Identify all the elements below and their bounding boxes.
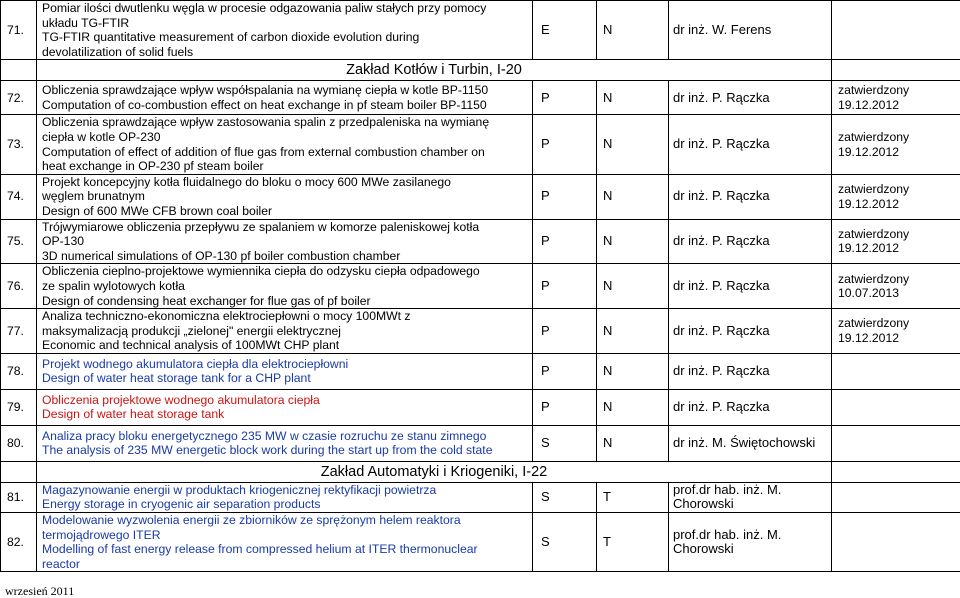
- topic-title-line: reactor: [42, 556, 80, 571]
- supervisor-name: dr inż. P. Rączka: [669, 219, 832, 264]
- department-row-num-cell: [1, 461, 37, 482]
- thesis-kind-code: N: [597, 353, 669, 389]
- approval-status: [832, 353, 960, 389]
- approval-date: 10.07.2013: [838, 286, 899, 301]
- thesis-type-code: S: [533, 482, 597, 512]
- supervisor-name: dr inż. P. Rączka: [669, 174, 832, 219]
- approval-date: 19.12.2012: [838, 196, 899, 211]
- thesis-type-code: E: [533, 1, 597, 60]
- department-row: [1, 60, 960, 81]
- topic-title-line: Obliczenia sprawdzające wpływ zastosowania spalin z przedpaleniska na wymianę: [42, 115, 490, 130]
- supervisor-name: dr inż. P. Rączka: [669, 115, 832, 174]
- supervisor-name: dr inż. M. Świętochowski: [669, 425, 832, 461]
- approval-status: [832, 425, 960, 461]
- topic-title-line: Modelowanie wyzwolenia energii ze zbiorników ze sprężonym helem reaktora: [42, 513, 461, 528]
- thesis-type-code: P: [533, 353, 597, 389]
- approval-date: 19.12.2012: [838, 241, 899, 256]
- supervisor-name: prof.dr hab. inż. M. Chorowski: [669, 513, 832, 572]
- topic-title: [37, 353, 533, 389]
- table-row: [1, 389, 960, 425]
- topic-title-line: Projekt koncepcyjny kotła fluidalnego do bloku o mocy 600 MWe zasilanego: [42, 174, 451, 189]
- topic-title-line: Magazynowanie energii w produktach kriogenicznej rektyfikacji powietrza: [42, 482, 437, 497]
- topic-title-line: Energy storage in cryogenic air separation products: [42, 497, 321, 512]
- topic-title: [37, 174, 533, 219]
- thesis-kind-code: N: [597, 219, 669, 264]
- thesis-type-code: P: [533, 309, 597, 354]
- approval-status: [832, 81, 960, 115]
- thesis-kind-code: N: [597, 264, 669, 309]
- approval-status: [832, 219, 960, 264]
- table-row: [1, 264, 960, 309]
- table-row: [1, 482, 960, 512]
- thesis-kind-code: N: [597, 81, 669, 115]
- row-number: 73.: [1, 115, 37, 174]
- thesis-type-code: S: [533, 513, 597, 572]
- approval-label: zatwierdzony: [838, 271, 910, 286]
- topic-title-line: OP-130: [42, 234, 85, 249]
- topic-title-line: Obliczenia cieplno-projektowe wymiennika ciepła do odzysku ciepła odpadowego: [42, 264, 480, 279]
- row-number: 71.: [1, 1, 37, 60]
- thesis-type-code: S: [533, 425, 597, 461]
- topic-title-line: węglem brunatnym: [42, 189, 145, 204]
- topic-title: [37, 81, 533, 115]
- topic-title-line: Design of 600 MWe CFB brown coal boiler: [42, 203, 273, 218]
- supervisor-name: dr inż. P. Rączka: [669, 81, 832, 115]
- approval-status: [832, 174, 960, 219]
- table-row: [1, 174, 960, 219]
- thesis-type-code: P: [533, 219, 597, 264]
- supervisor-name: dr inż. P. Rączka: [669, 389, 832, 425]
- department-heading: Zakład Automatyki i Kriogeniki, I-22: [320, 463, 548, 480]
- supervisor-name: dr inż. P. Rączka: [669, 353, 832, 389]
- table-row: [1, 219, 960, 264]
- supervisor-name: dr inż. P. Rączka: [669, 264, 832, 309]
- approval-label: zatwierdzony: [838, 182, 910, 197]
- approval-status: [832, 513, 960, 572]
- topic-title-line: devolatilization of solid fuels: [42, 44, 194, 59]
- approval-date: 19.12.2012: [838, 144, 899, 159]
- row-number: 82.: [1, 513, 37, 572]
- department-row: [1, 461, 960, 482]
- thesis-type-code: P: [533, 81, 597, 115]
- topic-title-line: Design of condensing heat exchanger for flue gas of pf boiler: [42, 293, 371, 308]
- topic-title-line: ze spalin wylotowych kotła: [42, 278, 185, 293]
- topic-title-line: 3D numerical simulations of OP-130 pf boiler combustion chamber: [42, 248, 401, 263]
- thesis-kind-code: N: [597, 425, 669, 461]
- row-number: 78.: [1, 353, 37, 389]
- topic-title: [37, 389, 533, 425]
- footer-date: wrzesień 2011: [5, 584, 75, 598]
- topic-title: [37, 219, 533, 264]
- topic-title-line: maksymalizacją produkcji „zielonej" energii elektrycznej: [42, 323, 341, 338]
- approval-status: [832, 1, 960, 60]
- topic-title-line: Design of water heat storage tank: [42, 407, 225, 422]
- department-heading: Zakład Kotłów i Turbin, I-20: [346, 62, 522, 79]
- thesis-kind-code: T: [597, 513, 669, 572]
- topic-title: [37, 309, 533, 354]
- row-number: 79.: [1, 389, 37, 425]
- thesis-type-code: P: [533, 389, 597, 425]
- thesis-kind-code: N: [597, 309, 669, 354]
- table-row: [1, 1, 960, 60]
- row-number: 72.: [1, 81, 37, 115]
- approval-status: [832, 389, 960, 425]
- table-row: [1, 115, 960, 174]
- approval-status: [832, 115, 960, 174]
- topic-title-line: układu TG-FTIR: [42, 15, 130, 30]
- row-number: 74.: [1, 174, 37, 219]
- topic-title-line: Obliczenia projektowe wodnego akumulatora ciepła: [42, 392, 320, 407]
- approval-label: zatwierdzony: [838, 83, 910, 98]
- topic-title-line: The analysis of 235 MW energetic block work during the start up from the cold state: [42, 443, 493, 458]
- topic-title-line: Analiza techniczno-ekonomiczna elektrociepłowni o mocy 100MWt z: [42, 309, 411, 324]
- topic-title-line: heat exchange in OP-230 pf steam boiler: [42, 159, 264, 174]
- approval-label: zatwierdzony: [838, 316, 910, 331]
- topic-title-line: termojądrowego ITER: [42, 527, 161, 542]
- supervisor-name: prof.dr hab. inż. M. Chorowski: [669, 482, 832, 512]
- topic-title-line: Computation of co-combustion effect on heat exchange in pf steam boiler BP-1150: [42, 97, 487, 112]
- thesis-type-code: P: [533, 115, 597, 174]
- table-row: [1, 309, 960, 354]
- table-row: [1, 353, 960, 389]
- row-number: 80.: [1, 425, 37, 461]
- row-number: 81.: [1, 482, 37, 512]
- thesis-kind-code: N: [597, 1, 669, 60]
- thesis-type-code: P: [533, 264, 597, 309]
- department-row-status-cell: [832, 60, 960, 81]
- row-number: 76.: [1, 264, 37, 309]
- approval-date: 19.12.2012: [838, 97, 899, 112]
- topic-title: [37, 115, 533, 174]
- row-number: 75.: [1, 219, 37, 264]
- topic-title-line: Analiza pracy bloku energetycznego 235 MW w czasie rozruchu ze stanu zimnego: [42, 428, 487, 443]
- topic-title-line: Design of water heat storage tank for a CHP plant: [42, 371, 311, 386]
- topic-title-line: Trójwymiarowe obliczenia przepływu ze spalaniem w komorze paleniskowej kotła: [42, 219, 480, 234]
- table-row: [1, 513, 960, 572]
- approval-label: zatwierdzony: [838, 226, 910, 241]
- topic-title: [37, 482, 533, 512]
- topic-title-line: Pomiar ilości dwutlenku węgla w procesie odgazowania paliw stałych przy pomocy: [42, 1, 487, 15]
- approval-status: [832, 482, 960, 512]
- thesis-kind-code: T: [597, 482, 669, 512]
- topic-title-line: Modelling of fast energy release from compressed helium at ITER thermonuclear: [42, 542, 478, 557]
- topic-title: [37, 1, 533, 60]
- approval-status: [832, 264, 960, 309]
- table-row: [1, 81, 960, 115]
- department-row-num-cell: [1, 60, 37, 81]
- topic-title-line: Obliczenia sprawdzające wpływ współspalania na wymianę ciepła w kotle BP-1150: [42, 83, 489, 98]
- topic-title-line: ciepła w kotle OP-230: [42, 129, 161, 144]
- topic-title: [37, 513, 533, 572]
- topic-title: [37, 264, 533, 309]
- approval-status: [832, 309, 960, 354]
- department-row-status-cell: [832, 461, 960, 482]
- topic-title-line: Economic and technical analysis of 100MWt CHP plant: [42, 338, 340, 353]
- thesis-kind-code: N: [597, 174, 669, 219]
- table-row: [1, 425, 960, 461]
- approval-label: zatwierdzony: [838, 129, 910, 144]
- supervisor-name: dr inż. P. Rączka: [669, 309, 832, 354]
- thesis-kind-code: N: [597, 389, 669, 425]
- thesis-kind-code: N: [597, 115, 669, 174]
- topic-title-line: TG-FTIR quantitative measurement of carbon dioxide evolution during: [42, 30, 420, 45]
- supervisor-name: dr inż. W. Ferens: [669, 1, 832, 60]
- topic-title: [37, 425, 533, 461]
- topic-title-line: Projekt wodnego akumulatora ciepła dla elektrociepłowni: [42, 356, 349, 371]
- row-number: 77.: [1, 309, 37, 354]
- topic-title-line: Computation of effect of addition of flue gas from external combustion chamber on: [42, 144, 485, 159]
- approval-date: 19.12.2012: [838, 330, 899, 345]
- thesis-type-code: P: [533, 174, 597, 219]
